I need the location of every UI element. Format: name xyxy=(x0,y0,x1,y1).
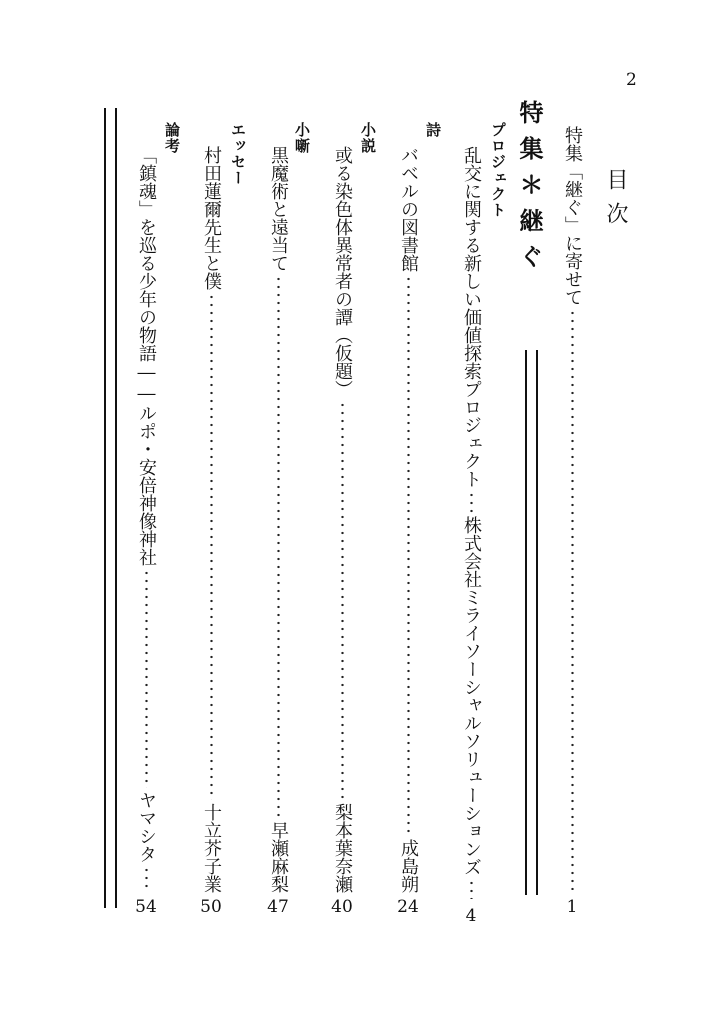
leader-dots xyxy=(571,309,574,890)
leader-dots xyxy=(145,866,148,890)
toc-title: 目次 xyxy=(603,168,628,236)
section-heading-short-story: 小噺 xyxy=(293,122,311,154)
entry-author: ヤマシタ xyxy=(136,791,157,863)
section-heading-treatise: 論考 xyxy=(163,122,181,154)
toc-entry-short-story[interactable] xyxy=(266,146,290,916)
entry-page: 1 xyxy=(566,897,578,917)
section-heading-project: プロジェクト xyxy=(489,122,507,218)
entry-title: 乱交に関する新しい価値探索プロジェクト xyxy=(461,146,482,488)
feature-title: 特集＊継ぐ xyxy=(515,100,543,280)
entry-author: 株式会社ミライソーシャルソリューションズ xyxy=(461,516,482,876)
page-number: 2 xyxy=(626,70,637,90)
toc-entry-intro[interactable] xyxy=(560,126,584,916)
entry-page: 24 xyxy=(397,897,419,917)
entry-title: 黒魔術と遠当て xyxy=(268,146,289,272)
leader-dots xyxy=(210,293,213,800)
entry-title: 或る染色体異常者の譚（仮題） xyxy=(332,146,353,398)
section-heading-essay: エッセー xyxy=(229,122,247,186)
entry-author: 梨本葉奈瀬 xyxy=(332,803,353,893)
leader-dots xyxy=(341,401,344,800)
entry-author: 十立芥子業 xyxy=(201,803,222,893)
toc-entry-essay[interactable] xyxy=(199,146,223,916)
entry-page: 47 xyxy=(267,897,289,917)
entry-page: 4 xyxy=(465,906,477,926)
entry-author: 成島朔 xyxy=(398,839,419,893)
entry-title: 特集「継ぐ」に寄せて xyxy=(562,126,583,306)
entry-author: 早瀬麻梨 xyxy=(268,821,289,893)
section-heading-poem: 詩 xyxy=(424,122,442,138)
leader-dots xyxy=(407,275,410,836)
leader-dots xyxy=(470,879,473,899)
entry-title: 「鎮魂」を巡る少年の物語――ルポ・安倍神像神社 xyxy=(136,146,157,566)
section-heading-novel: 小説 xyxy=(359,122,377,154)
toc-entry-project[interactable] xyxy=(459,146,483,926)
entry-title: バベルの図書館 xyxy=(398,146,419,272)
leader-dots xyxy=(145,569,148,788)
leader-dots xyxy=(470,491,473,513)
entry-page: 50 xyxy=(200,897,222,917)
leader-dots xyxy=(277,275,280,818)
toc-entry-treatise[interactable] xyxy=(134,146,158,916)
entry-page: 54 xyxy=(135,897,157,917)
toc-entry-novel[interactable] xyxy=(330,146,354,916)
closing-rule xyxy=(104,108,117,908)
toc-entry-poem[interactable] xyxy=(396,146,420,916)
entry-title: 村田蓮爾先生と僕 xyxy=(201,146,222,290)
feature-rule xyxy=(525,350,538,895)
entry-page: 40 xyxy=(331,897,353,917)
